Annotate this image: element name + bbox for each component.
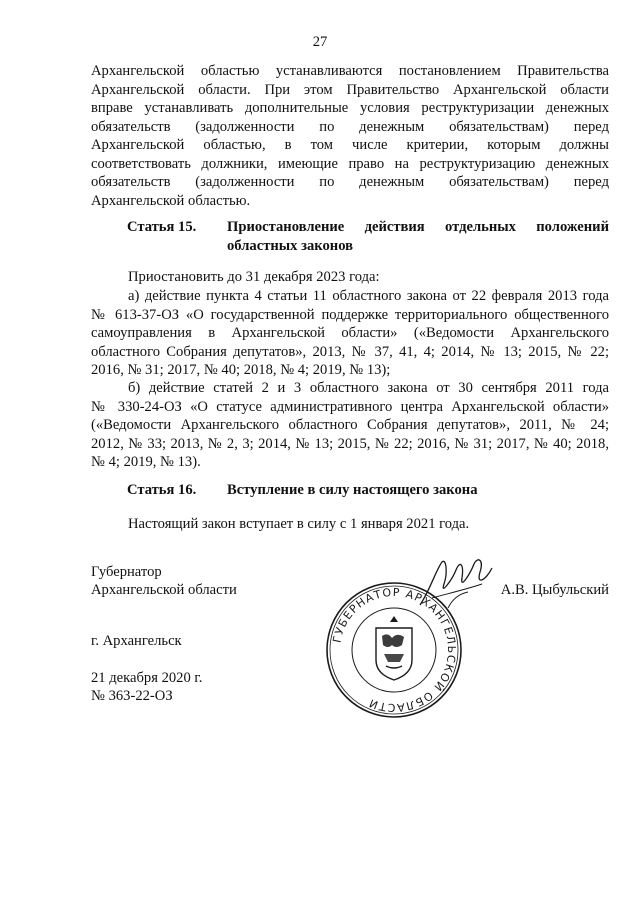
- text-line: а) действие пункта 4 статьи 11 областного закона от 22 февраля 2013 года: [128, 288, 609, 304]
- signing-city: г. Архангельск: [91, 633, 182, 649]
- text-line: вправе устанавливать дополнительные условия реструктуризации денежных: [91, 100, 609, 116]
- article-16-heading: [91, 481, 609, 501]
- text-line: Архангельской областью.: [91, 192, 251, 209]
- text-line: № 4; 2019, № 13).: [91, 454, 201, 470]
- governor-region: Архангельской области: [91, 582, 237, 598]
- article-15-item-b: [91, 379, 609, 472]
- text-line: Архангельской области. При этом Правительство Архангельской области: [91, 81, 609, 98]
- law-number: № 363-22-ОЗ: [91, 688, 173, 704]
- coat-of-arms-icon: [376, 616, 412, 680]
- article-16-text: Настоящий закон вступает в силу с 1 января 2021 года.: [128, 516, 470, 532]
- article-title: Вступление в силу настоящего закона: [227, 482, 478, 498]
- text-line: 2016, № 31; 2017, № 40; 2018, № 4; 2019, № 13);: [91, 362, 391, 378]
- article-title-line: областных законов: [227, 237, 354, 254]
- article-label: Статья 16.: [127, 482, 197, 498]
- article-15-item-a: [91, 287, 609, 380]
- signing-date: 21 декабря 2020 г.: [91, 670, 203, 686]
- text-line: областного Собрания депутатов», 2013, № 37, 41, 4; 2014, № 13; 2015, № 22;: [91, 343, 609, 360]
- seal-ring-text: ГУБЕРНАТОР АРХАНГЕЛЬСКОЙ ОБЛАСТИ: [330, 585, 459, 715]
- text-line: Архангельской областью, в том числе критерии, которым должны: [91, 137, 609, 153]
- text-line: («Ведомости Архангельского областного Собрания депутатов», 2011, № 24;: [91, 417, 609, 433]
- text-line: соответствовать должники, имеющие право на реструктуризацию денежных: [91, 155, 609, 172]
- text-line: самоуправления в Архангельской области» («Ведомости Архангельского: [91, 325, 609, 341]
- intro-paragraph: [91, 62, 609, 210]
- text-line: обязательств (задолженности по денежным обязательствам) перед: [91, 118, 609, 135]
- text-line: № 330-24-ОЗ «О статусе административного центра Архангельской области»: [91, 398, 609, 415]
- text-line: Архангельской областью устанавливаются постановлением Правительства: [91, 63, 609, 79]
- article-title-line: Приостановление действия отдельных положений: [227, 219, 609, 235]
- page-number: 27: [312, 34, 328, 50]
- text-line: б) действие статей 2 и 3 областного закона от 30 сентября 2011 года: [128, 380, 609, 396]
- article-label: Статья 15.: [127, 219, 197, 235]
- handwritten-signature: [412, 550, 502, 620]
- article-title: [227, 218, 609, 255]
- article-15-heading: [91, 218, 609, 256]
- text-line: 2012, № 33; 2013, № 2, 3; 2014, № 13; 2015, № 22; 2016, № 31; 2017, № 40; 2018,: [91, 435, 609, 452]
- text-line: обязательств (задолженности по денежным обязательствам) перед: [91, 174, 609, 190]
- article-15-lead: Приостановить до 31 декабря 2023 года:: [128, 269, 380, 285]
- governor-name: А.В. Цыбульский: [500, 582, 609, 598]
- text-line: № 613-37-ОЗ «О государственной поддержке территориального общественного: [91, 306, 609, 323]
- governor-title: Губернатор: [91, 564, 162, 580]
